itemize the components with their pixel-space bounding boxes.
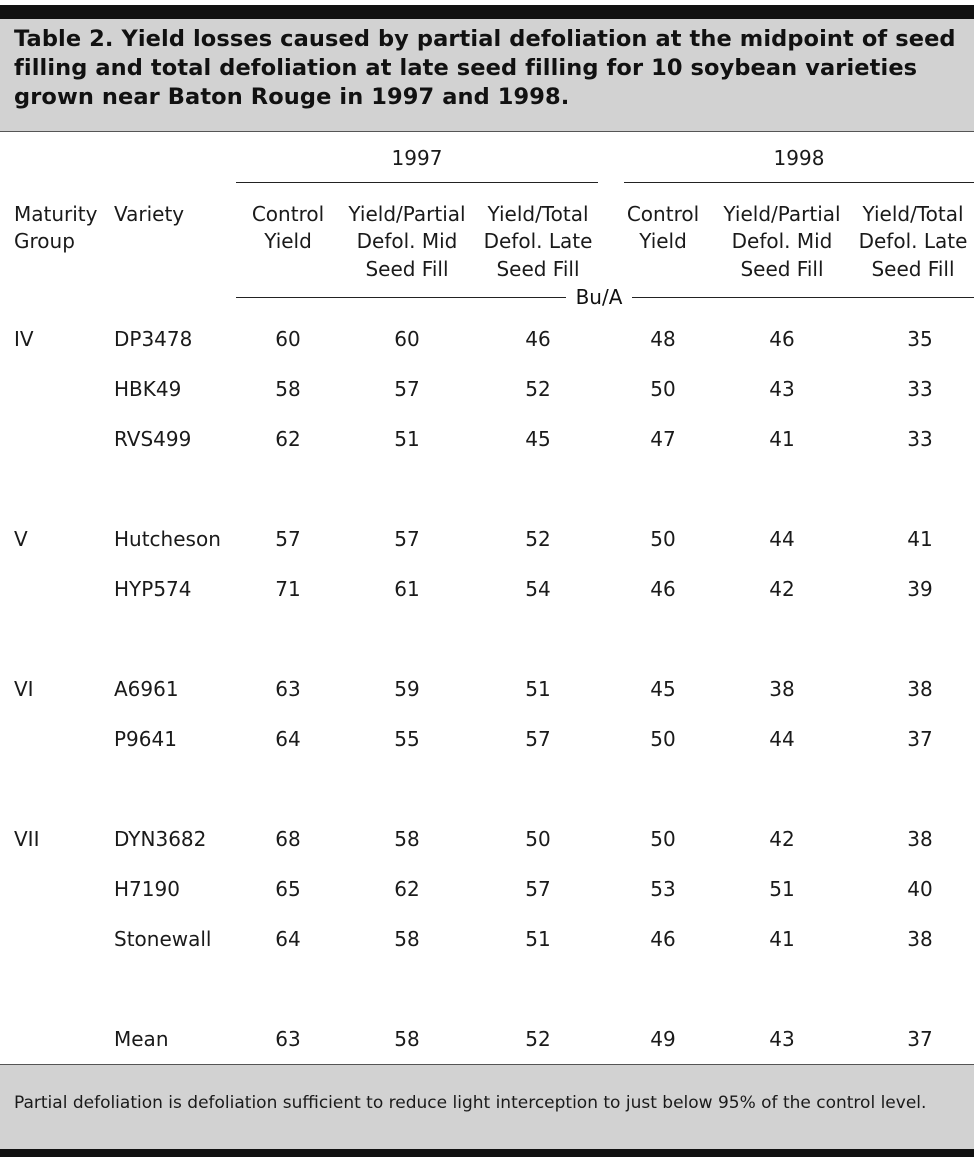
- yield-value-cell: 42: [769, 827, 795, 851]
- col-header-partial-1997-sub2: Seed Fill: [365, 257, 449, 281]
- bottom-rule: [0, 1149, 974, 1157]
- yield-value-cell: 57: [275, 527, 301, 551]
- yield-value-cell: 63: [275, 677, 301, 701]
- yield-value-cell: 50: [650, 727, 676, 751]
- col-header-partial-1997: Yield/Partial: [348, 202, 466, 226]
- yield-value-cell: 52: [525, 527, 551, 551]
- yield-value-cell: 41: [769, 927, 795, 951]
- yield-value-cell: 51: [769, 877, 795, 901]
- yield-value-cell: 60: [275, 327, 301, 351]
- yield-value-cell: 38: [907, 677, 933, 701]
- yield-value-cell: 40: [907, 877, 933, 901]
- yield-value-cell: 57: [525, 877, 551, 901]
- col-header-partial-1998: Yield/Partial: [723, 202, 841, 226]
- yield-value-cell: 39: [907, 577, 933, 601]
- top-rule: [0, 5, 974, 19]
- yield-value-cell: 46: [650, 927, 676, 951]
- yield-value-cell: 44: [769, 527, 795, 551]
- col-header-partial-1998-sub2: Seed Fill: [740, 257, 824, 281]
- yield-value-cell: 43: [769, 1027, 795, 1051]
- yield-value-cell: 51: [525, 677, 551, 701]
- yield-value-cell: 45: [650, 677, 676, 701]
- col-header-total-1997: Yield/Total: [487, 202, 589, 226]
- yield-value-cell: 57: [525, 727, 551, 751]
- yield-value-cell: 35: [907, 327, 933, 351]
- variety-cell: DP3478: [114, 327, 193, 351]
- yield-value-cell: 38: [769, 677, 795, 701]
- yield-value-cell: 41: [769, 427, 795, 451]
- yield-value-cell: 46: [650, 577, 676, 601]
- yield-value-cell: 33: [907, 377, 933, 401]
- yield-value-cell: 58: [275, 377, 301, 401]
- variety-cell: P9641: [114, 727, 177, 751]
- variety-cell: H7190: [114, 877, 180, 901]
- yield-value-cell: 55: [394, 727, 420, 751]
- yield-value-cell: 52: [525, 377, 551, 401]
- col-header-group: Group: [14, 229, 75, 253]
- units-label: Bu/A: [566, 286, 632, 308]
- yield-value-cell: 47: [650, 427, 676, 451]
- col-header-control-1997: Control: [251, 202, 325, 226]
- yield-value-cell: 61: [394, 577, 420, 601]
- variety-cell: HYP574: [114, 577, 192, 601]
- table-title: Table 2. Yield losses caused by partial defoliation at the midpoint of seed filling and total defoliation at late seed filling for 10 soybean varieties grown near Baton Rouge in 1997 and 1998.: [14, 26, 956, 110]
- yield-value-cell: 68: [275, 827, 301, 851]
- yield-value-cell: 45: [525, 427, 551, 451]
- maturity-group-cell: V: [14, 527, 28, 551]
- yield-value-cell: 50: [650, 377, 676, 401]
- yield-value-cell: 38: [907, 927, 933, 951]
- maturity-group-cell: IV: [14, 327, 34, 351]
- yield-value-cell: 50: [525, 827, 551, 851]
- yield-value-cell: 41: [907, 527, 933, 551]
- year-1998-rule: [624, 182, 974, 183]
- yield-value-cell: 62: [275, 427, 301, 451]
- yield-value-cell: 57: [394, 377, 420, 401]
- yield-value-cell: 58: [394, 927, 420, 951]
- yield-value-cell: 54: [525, 577, 551, 601]
- yield-value-cell: 53: [650, 877, 676, 901]
- col-header-total-1997-sub: Defol. Late: [483, 229, 593, 253]
- col-header-control-1997-sub: Yield: [264, 229, 312, 253]
- yield-value-cell: 60: [394, 327, 420, 351]
- col-header-total-1998-sub: Defol. Late: [858, 229, 968, 253]
- yield-value-cell: 50: [650, 527, 676, 551]
- yield-value-cell: 37: [907, 1027, 933, 1051]
- table-footnote: Partial defoliation is defoliation sufficient to reduce light interception to just below 95% of the control level.: [14, 1093, 927, 1113]
- yield-value-cell: 64: [275, 927, 301, 951]
- variety-cell: HBK49: [114, 377, 182, 401]
- variety-cell: Mean: [114, 1027, 169, 1051]
- yield-value-cell: 62: [394, 877, 420, 901]
- col-header-control-1998-sub: Yield: [639, 229, 687, 253]
- yield-value-cell: 71: [275, 577, 301, 601]
- yield-value-cell: 59: [394, 677, 420, 701]
- yield-value-cell: 51: [525, 927, 551, 951]
- col-header-maturity: Maturity: [14, 202, 98, 226]
- variety-cell: Hutcheson: [114, 527, 221, 551]
- yield-value-cell: 46: [525, 327, 551, 351]
- year-1997-rule: [236, 182, 598, 183]
- col-header-partial-1997-sub: Defol. Mid: [356, 229, 458, 253]
- table-footnote-box: [0, 1064, 974, 1150]
- yield-value-cell: 44: [769, 727, 795, 751]
- yield-value-cell: 48: [650, 327, 676, 351]
- yield-value-cell: 49: [650, 1027, 676, 1051]
- yield-value-cell: 58: [394, 1027, 420, 1051]
- yield-value-cell: 52: [525, 1027, 551, 1051]
- maturity-group-cell: VII: [14, 827, 40, 851]
- year-header-1998: 1998: [773, 146, 825, 170]
- yield-value-cell: 50: [650, 827, 676, 851]
- data-table: [0, 132, 974, 1064]
- yield-value-cell: 38: [907, 827, 933, 851]
- yield-value-cell: 37: [907, 727, 933, 751]
- yield-value-cell: 63: [275, 1027, 301, 1051]
- table-title-box: [0, 19, 974, 132]
- yield-value-cell: 65: [275, 877, 301, 901]
- yield-value-cell: 33: [907, 427, 933, 451]
- col-header-partial-1998-sub: Defol. Mid: [731, 229, 833, 253]
- yield-value-cell: 43: [769, 377, 795, 401]
- yield-value-cell: 46: [769, 327, 795, 351]
- yield-value-cell: 64: [275, 727, 301, 751]
- variety-cell: A6961: [114, 677, 179, 701]
- year-header-1997: 1997: [391, 146, 443, 170]
- variety-cell: RVS499: [114, 427, 192, 451]
- col-header-total-1997-sub2: Seed Fill: [496, 257, 580, 281]
- col-header-total-1998: Yield/Total: [862, 202, 964, 226]
- maturity-group-cell: VI: [14, 677, 34, 701]
- variety-cell: Stonewall: [114, 927, 212, 951]
- yield-value-cell: 57: [394, 527, 420, 551]
- col-header-variety: Variety: [114, 202, 185, 226]
- yield-value-cell: 42: [769, 577, 795, 601]
- col-header-total-1998-sub2: Seed Fill: [871, 257, 955, 281]
- yield-value-cell: 51: [394, 427, 420, 451]
- yield-value-cell: 58: [394, 827, 420, 851]
- variety-cell: DYN3682: [114, 827, 207, 851]
- col-header-control-1998: Control: [626, 202, 700, 226]
